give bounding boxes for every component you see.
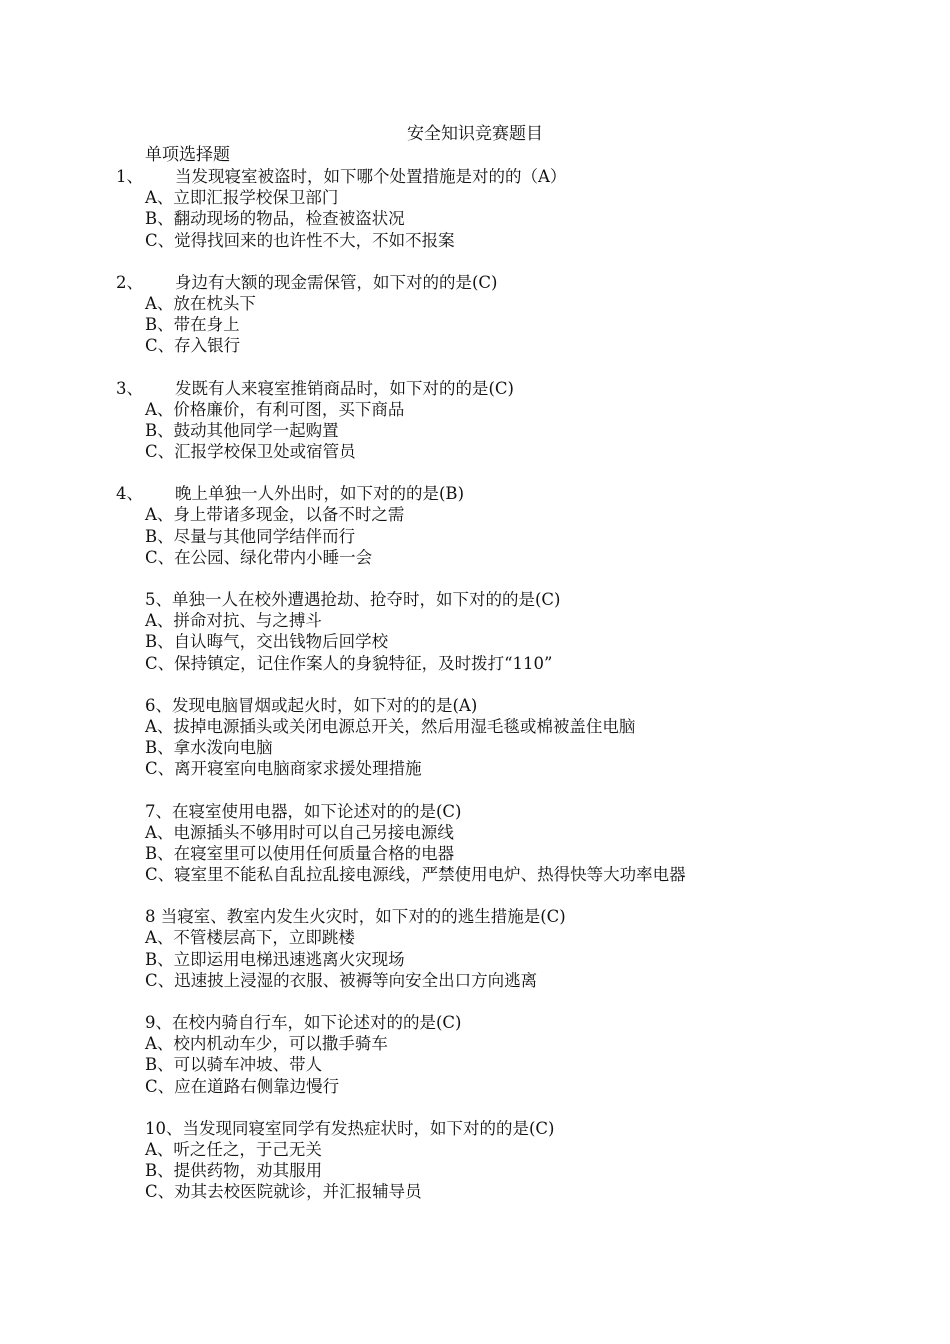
- question-number: 2、: [116, 272, 143, 292]
- question-line: [0, 483, 950, 504]
- question-item: [0, 1012, 950, 1097]
- answer-option: [0, 1076, 950, 1097]
- question-item: [0, 906, 950, 991]
- answer-option: [0, 864, 950, 885]
- answer-option: [0, 631, 950, 652]
- question-item: [0, 589, 950, 674]
- option-text: C、劝其去校医院就诊，并汇报辅导员: [145, 1182, 422, 1202]
- answer-option: [0, 208, 950, 229]
- option-text: B、拿水泼向电脑: [145, 738, 273, 758]
- answer-option: [0, 293, 950, 314]
- question-line: [0, 166, 950, 187]
- answer-option: [0, 526, 950, 547]
- question-item: [0, 695, 950, 780]
- option-text: B、鼓动其他同学一起购置: [145, 420, 339, 440]
- option-text: A、身上带诸多现金，以备不时之需: [145, 505, 405, 525]
- answer-option: [0, 949, 950, 970]
- question-item: [0, 166, 950, 251]
- question-list: [0, 166, 950, 1224]
- question-line: [0, 1118, 950, 1139]
- answer-option: [0, 1033, 950, 1054]
- option-text: C、迅速披上浸湿的衣服、被褥等向安全出口方向逃离: [145, 970, 538, 990]
- option-text: A、价格廉价，有利可图，买下商品: [145, 399, 405, 419]
- option-text: A、拔掉电源插头或关闭电源总开关，然后用湿毛毯或棉被盖住电脑: [145, 716, 636, 736]
- option-text: C、寝室里不能私自乱拉乱接电源线，严禁使用电炉、热得快等大功率电器: [145, 865, 686, 885]
- answer-option: [0, 927, 950, 948]
- option-text: C、存入银行: [145, 336, 241, 356]
- question-line: [0, 378, 950, 399]
- question-text: 晚上单独一人外出时，如下对的的是(B): [175, 484, 464, 504]
- answer-option: [0, 547, 950, 568]
- answer-option: [0, 610, 950, 631]
- section-heading: 单项选择题: [145, 145, 230, 165]
- option-text: A、放在枕头下: [145, 293, 256, 313]
- option-text: A、校内机动车少，可以撒手骑车: [145, 1034, 388, 1054]
- answer-option: [0, 737, 950, 758]
- option-text: C、在公园、绿化带内小睡一会: [145, 547, 373, 567]
- option-text: B、尽量与其他同学结伴而行: [145, 526, 356, 546]
- answer-option: [0, 314, 950, 335]
- option-text: B、可以骑车冲坡、带人: [145, 1055, 323, 1075]
- answer-option: [0, 653, 950, 674]
- document-title: 安全知识竞赛题目: [407, 124, 543, 144]
- question-item: [0, 378, 950, 463]
- option-text: A、拼命对抗、与之搏斗: [145, 611, 322, 631]
- question-text: 当发现寝室被盗时，如下哪个处置措施是对的的（A）: [175, 167, 567, 186]
- answer-option: [0, 504, 950, 525]
- option-text: A、立即汇报学校保卫部门: [145, 188, 339, 208]
- answer-option: [0, 1054, 950, 1075]
- question-text: 10、当发现同寝室同学有发热症状时，如下对的的是(C): [145, 1118, 555, 1138]
- option-text: A、听之任之，于己无关: [145, 1139, 322, 1159]
- question-item: [0, 801, 950, 886]
- question-text: 身边有大额的现金需保管，如下对的的是(C): [175, 272, 498, 292]
- answer-option: [0, 335, 950, 356]
- option-text: C、保持镇定，记住作案人的身貌特征，及时拨打“110”: [145, 653, 553, 673]
- question-item: [0, 1118, 950, 1203]
- option-text: C、汇报学校保卫处或宿管员: [145, 442, 356, 462]
- question-text: 7、在寝室使用电器，如下论述对的的是(C): [145, 801, 462, 821]
- question-line: [0, 695, 950, 716]
- question-number: 1、: [116, 167, 143, 186]
- question-item: [0, 272, 950, 357]
- question-text: 6、发现电脑冒烟或起火时，如下对的的是(A): [145, 695, 478, 715]
- answer-option: [0, 187, 950, 208]
- question-line: [0, 1012, 950, 1033]
- option-text: C、应在道路右侧靠边慢行: [145, 1076, 340, 1096]
- answer-option: [0, 399, 950, 420]
- option-text: B、自认晦气，交出钱物后回学校: [145, 632, 389, 652]
- answer-option: [0, 420, 950, 441]
- option-text: A、不管楼层高下，立即跳楼: [145, 928, 355, 948]
- answer-option: [0, 1139, 950, 1160]
- question-text: 8 当寝室、教室内发生火灾时，如下对的的逃生措施是(C): [145, 907, 566, 927]
- question-line: [0, 272, 950, 293]
- question-number: 4、: [116, 484, 143, 504]
- answer-option: [0, 970, 950, 991]
- option-text: B、提供药物，劝其服用: [145, 1161, 323, 1181]
- question-text: 5、单独一人在校外遭遇抢劫、抢夺时，如下对的的是(C): [145, 590, 561, 609]
- answer-option: [0, 758, 950, 779]
- option-text: C、觉得找回来的也许性不大，不如不报案: [145, 230, 455, 250]
- answer-option: [0, 441, 950, 462]
- question-line: [0, 906, 950, 927]
- answer-option: [0, 1160, 950, 1181]
- answer-option: [0, 716, 950, 737]
- option-text: B、翻动现场的物品，检查被盗状况: [145, 209, 405, 229]
- option-text: B、在寝室里可以使用任何质量合格的电器: [145, 843, 455, 863]
- answer-option: [0, 822, 950, 843]
- option-text: A、电源插头不够用时可以自己另接电源线: [145, 822, 454, 842]
- option-text: B、带在身上: [145, 315, 240, 335]
- question-number: 3、: [116, 378, 143, 398]
- question-item: [0, 483, 950, 568]
- option-text: B、立即运用电梯迅速逃离火灾现场: [145, 949, 405, 969]
- option-text: C、离开寝室向电脑商家求援处理措施: [145, 759, 422, 779]
- question-text: 9、在校内骑自行车，如下论述对的的是(C): [145, 1013, 462, 1032]
- question-line: [0, 801, 950, 822]
- question-text: 发既有人来寝室推销商品时，如下对的的是(C): [175, 378, 514, 398]
- question-line: [0, 589, 950, 610]
- answer-option: [0, 1181, 950, 1202]
- answer-option: [0, 230, 950, 251]
- answer-option: [0, 843, 950, 864]
